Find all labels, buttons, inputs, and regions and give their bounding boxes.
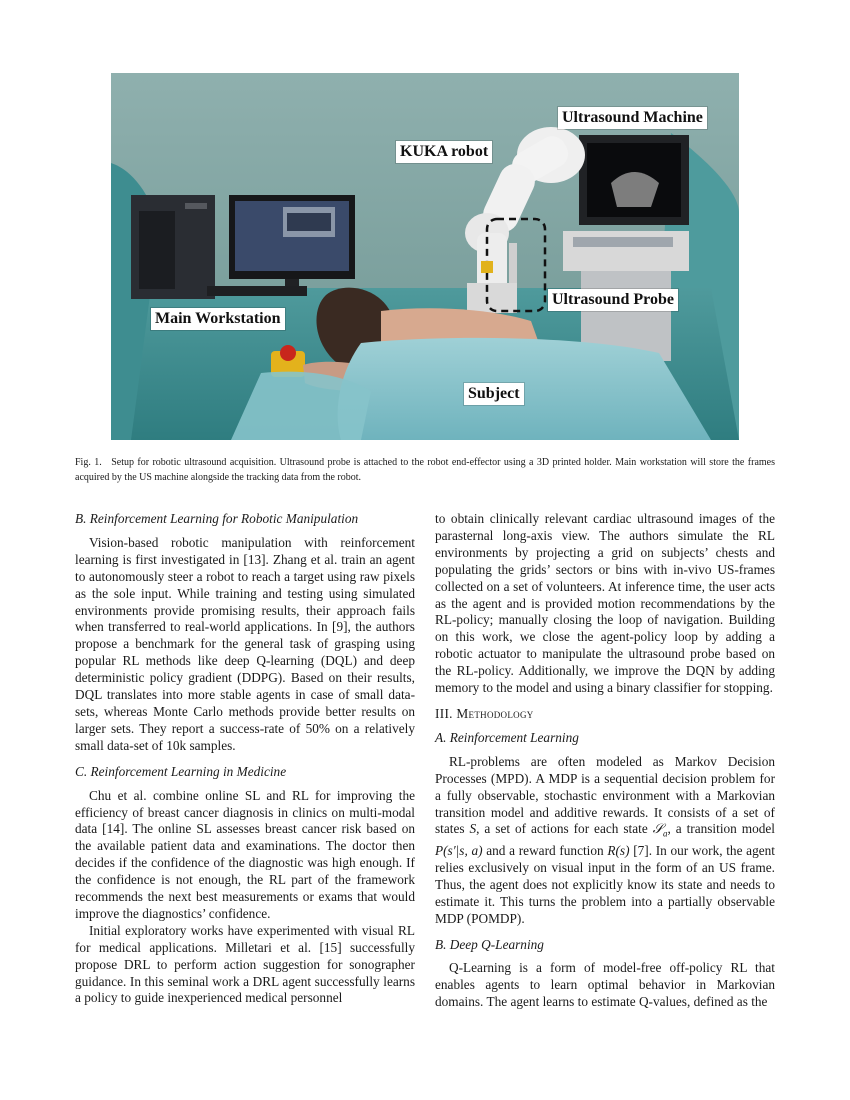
ultrasound-probe <box>509 243 517 283</box>
rl-text-5: [7]. In our work, the agent relies exclusively on visual input in the form of an US frame. Thus, the agent does not explicitly know its state and needs to estimate it. This turns the problem into a partially observable MDP (POMDP). <box>435 842 775 926</box>
setup-photo <box>111 73 739 440</box>
figure-caption <box>75 456 775 485</box>
label-subject: Subject <box>464 383 524 405</box>
rl-text-2: , a set of actions for each state <box>476 821 653 837</box>
label-kuka-robot: KUKA robot <box>396 141 492 163</box>
section-iii-methodology-title: III. Methodology <box>435 705 534 721</box>
pc-tower-front <box>139 211 175 289</box>
math-reward: R(s) <box>607 842 630 858</box>
section-c-paragraph-2: Initial exploratory works have experimented with visual RL for medical applications. Milletari et al. [15] successfully propose DRL to perform action suggestion for sonographer guidance. In this seminal work a DRL agent successfully learns a policy to guide inexperienced medical personnel <box>75 922 415 1006</box>
right-column <box>435 511 775 1011</box>
section-a-rl-title: A. Reinforcement Learning <box>435 729 579 745</box>
label-ultrasound-machine: Ultrasound Machine <box>558 107 707 129</box>
section-a-rl-paragraph <box>435 754 775 928</box>
rl-text-1: RL-problems are often modeled as Markov Decision Processes (MPD). A MDP is a sequential decision problem for a fully observable, stochastic environment with a Markovian transition model and additive rewards. It consists of a set of states <box>435 753 775 837</box>
rl-text-4: and a reward function <box>482 842 608 858</box>
keyboard <box>207 286 307 296</box>
bed-sheet <box>338 338 711 440</box>
section-b-dql-paragraph: Q-Learning is a form of model-free off-policy RL that enables agents to learn optimal behavior in Markovian domains. The agent learns to estimate Q-values, defined as the <box>435 960 775 1010</box>
math-actions: 𝒮 <box>652 821 663 837</box>
label-ultrasound-probe: Ultrasound Probe <box>548 289 678 311</box>
section-b-dql-title: B. Deep Q-Learning <box>435 936 544 952</box>
section-c-paragraph-1: Chu et al. combine online SL and RL for improving the efficiency of breast cancer diagnosis in clinics on multi-modal data [14]. The online SL assesses breast cancer risk based on the available patient data and examinations. The doctor then decides if the confidence of the diagnostic was high enough. If the confidence is not enough, the RL part of the framework recommends the next best measurements or exams that would improve the diagnostics’ confidence. <box>75 787 415 921</box>
rl-text-3: , a transition model <box>667 821 775 837</box>
label-main-workstation: Main Workstation <box>151 308 285 330</box>
section-c-medicine-title: C. Reinforcement Learning in Medicine <box>75 763 287 779</box>
left-column <box>75 511 415 1007</box>
figure-number: Fig. 1. <box>75 457 102 468</box>
figure-caption-text: Setup for robotic ultrasound acquisition. Ultrasound probe is attached to the robot end-effector using a 3D printed holder. Main workstation will store the frames acquired by the US machine alongside the tracking data from the robot. <box>75 457 775 483</box>
math-actions-subscript: a <box>662 829 668 840</box>
math-states: S <box>469 821 477 837</box>
math-transition: P(s′|s, a) <box>435 842 483 858</box>
section-b-robotic-paragraph: Vision-based robotic manipulation with reinforcement learning is first investigated in [13]. Zhang et al. train an agent to autonomously steer a robot to reach a target using raw pixels as the sole input. While training and testing using simulated environments provide promising results, their approach fails when transferred to real-world applications. In [9], the authors propose a benchmark for the general task of grasping using popular RL methods like deep Q-learning (DQL) and deep deterministic policy gradient (DDPG). Based on their results, DQL translates into more stable agents in case of small data-sets, whereas Monte Carlo methods provide better results on larger sets. They report a success-rate of 50% on a relatively small data-set of 10k samples. <box>75 534 415 753</box>
section-b-robotic-title: B. Reinforcement Learning for Robotic Manipulation <box>75 511 359 526</box>
continuation-paragraph: to obtain clinically relevant cardiac ultrasound images of the parasternal long-axis view. The authors simulate the RL environments by projecting a grid on subjects’ chests and populating the grids’ sectors or bins with in-vivo US-frames collected on a set of volunteers. At inference time, the user acts as the agent and is provided motion recommendations by the RL-policy; manually closing the loop of navigation. Building on this work, we close the agent-policy loop by adding a robotic actuator to manipulate the ultrasound probe based on the RL-policy. Additionally, we improve the DQN by adding memory to the model and using a binary classifier for stopping. <box>435 511 775 696</box>
